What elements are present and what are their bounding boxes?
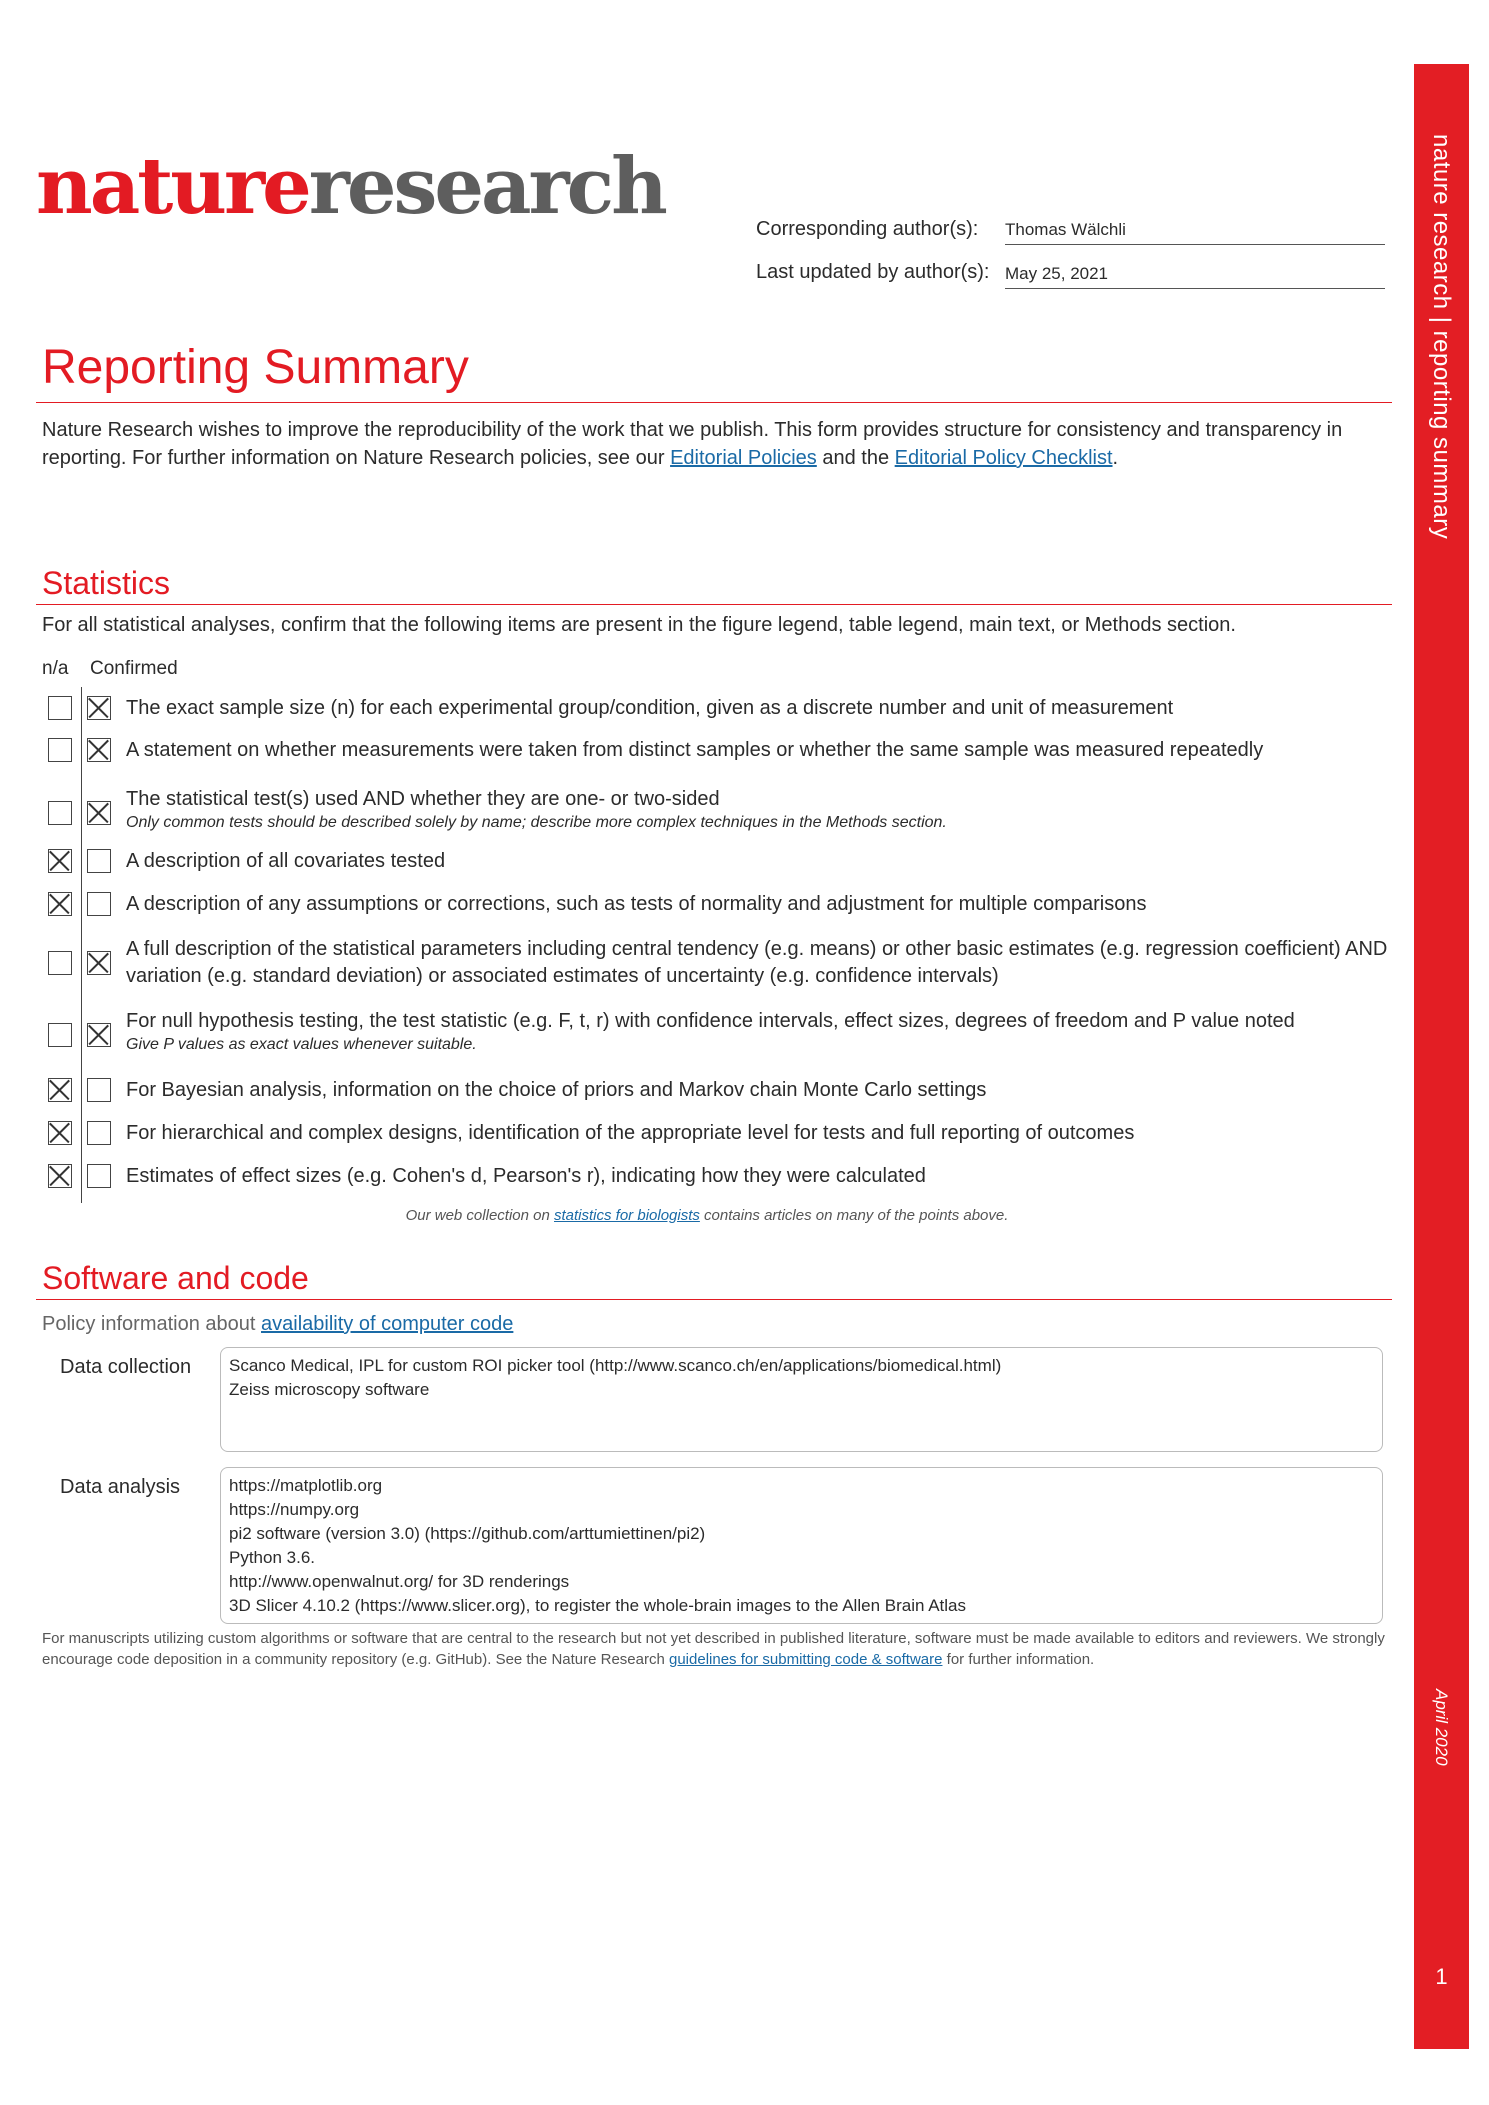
confirmed-checkbox[interactable]	[87, 951, 111, 975]
checklist-item-text	[126, 1120, 1426, 1147]
data-collection-line: Zeiss microscopy software	[229, 1380, 430, 1399]
data-analysis-line: pi2 software (version 3.0) (https://github.com/arttumiettinen/pi2)	[229, 1524, 706, 1543]
data-analysis-line: 3D Slicer 4.10.2 (https://www.slicer.org), to register the whole-brain images to the Allen Brain Atlas	[229, 1596, 967, 1615]
statistics-heading: Statistics	[42, 565, 171, 601]
statistics-lead: For all statistical analyses, confirm that the following items are present in the figure legend, table legend, main text, or Methods section.	[42, 614, 1236, 636]
confirmed-checkbox[interactable]	[87, 1023, 111, 1047]
last-updated-label: Last updated by author(s):	[756, 261, 990, 283]
corresponding-author-label: Corresponding author(s):	[756, 218, 979, 240]
checklist-item-label: For hierarchical and complex designs, identification of the appropriate level for tests and full reporting of outcomes	[126, 1122, 1135, 1144]
checklist-item-label: The statistical test(s) used AND whether they are one- or two-sided	[126, 788, 720, 810]
na-checkbox[interactable]	[48, 892, 72, 916]
confirmed-checkbox[interactable]	[87, 849, 111, 873]
checklist-item-label: The exact sample size (n) for each experimental group/condition, given as a discrete number and unit of measurement	[126, 697, 1174, 719]
checklist-item-label: A description of all covariates tested	[126, 850, 446, 872]
intro-paragraph: Nature Research wishes to improve the reproducibility of the work that we publish. This form provides structure for consistency and transparency in reporting. For further information on Nature Research policies, see our Editorial Policies and the Editorial Policy Checklist.	[42, 419, 1343, 469]
checklist-item-text	[126, 695, 1426, 722]
code-policy-line: Policy information about availability of computer code	[42, 1313, 514, 1335]
editorial-policy-checklist-link[interactable]: Editorial Policy Checklist	[894, 447, 1113, 469]
checklist-item-note: Only common tests should be described solely by name; describe more complex techniques in the Methods section.	[126, 814, 947, 831]
data-analysis-line: https://matplotlib.org	[229, 1476, 383, 1495]
confirmed-checkbox[interactable]	[87, 892, 111, 916]
data-collection-label: Data collection	[60, 1356, 192, 1378]
nature-research-logo: natureresearch	[36, 141, 665, 232]
na-column-header: n/a	[42, 658, 69, 679]
na-checkbox[interactable]	[48, 1078, 72, 1102]
stats-web-note: Our web collection on statistics for biologists contains articles on many of the points above.	[405, 1207, 1009, 1224]
na-checkbox[interactable]	[48, 1164, 72, 1188]
software-rule	[36, 1299, 1392, 1300]
checklist-item-label: For null hypothesis testing, the test statistic (e.g. F, t, r) with confidence intervals, effect sizes, degrees of freedom and P value noted	[126, 1010, 1295, 1032]
checklist-item-text	[126, 848, 1426, 875]
checklist-item-text	[126, 936, 1426, 990]
na-checkbox[interactable]	[48, 1121, 72, 1145]
code-guidelines-link[interactable]: guidelines for submitting code & software	[669, 1651, 943, 1668]
side-banner-date: April 2020	[1432, 1689, 1451, 1766]
checklist-item-text	[126, 1008, 1426, 1055]
checklist-item-text	[126, 1163, 1426, 1190]
checklist-divider	[81, 687, 82, 1203]
na-checkbox[interactable]	[48, 696, 72, 720]
checklist-item-label: A full description of the statistical parameters including central tendency (e.g. means) or other basic estimates (e.g. regression coefficient) AND variation (e.g. standard deviation) or associated estimates of uncertainty (e.g. confidence intervals)	[126, 938, 1388, 987]
data-analysis-line: https://numpy.org	[229, 1500, 360, 1519]
checklist-item-label: A description of any assumptions or corrections, such as tests of normality and adjustment for multiple comparisons	[126, 893, 1147, 915]
data-analysis-field[interactable]	[220, 1467, 1383, 1624]
title-rule	[36, 402, 1392, 403]
confirmed-checkbox[interactable]	[87, 696, 111, 720]
checklist-item-label: For Bayesian analysis, information on the choice of priors and Markov chain Monte Carlo settings	[126, 1079, 987, 1101]
checklist-item-text	[126, 786, 1426, 833]
availability-of-code-link[interactable]: availability of computer code	[261, 1313, 514, 1335]
checklist-item-text	[126, 891, 1426, 918]
editorial-policies-link[interactable]: Editorial Policies	[670, 447, 817, 469]
na-checkbox[interactable]	[48, 801, 72, 825]
side-banner	[1414, 64, 1469, 2049]
checklist-item-label: A statement on whether measurements were taken from distinct samples or whether the same sample was measured repeatedly	[126, 739, 1264, 761]
statistics-for-biologists-link[interactable]: statistics for biologists	[554, 1207, 700, 1224]
checklist-item-label: Estimates of effect sizes (e.g. Cohen's d, Pearson's r), indicating how they were calculated	[126, 1165, 926, 1187]
confirmed-checkbox[interactable]	[87, 801, 111, 825]
data-analysis-label: Data analysis	[60, 1476, 181, 1498]
na-checkbox[interactable]	[48, 951, 72, 975]
corresponding-author-field[interactable]: Thomas Wälchli	[1005, 220, 1385, 245]
na-checkbox[interactable]	[48, 1023, 72, 1047]
data-collection-line: Scanco Medical, IPL for custom ROI picker tool (http://www.scanco.ch/en/applications/biomedical.html)	[229, 1356, 1002, 1375]
data-analysis-line: http://www.openwalnut.org/ for 3D renderings	[229, 1572, 570, 1591]
confirmed-column-header: Confirmed	[90, 658, 178, 679]
page-title: Reporting Summary	[42, 341, 469, 394]
side-banner-title: nature research | reporting summary	[1428, 134, 1455, 540]
statistics-rule	[36, 604, 1392, 605]
confirmed-checkbox[interactable]	[87, 1078, 111, 1102]
software-heading: Software and code	[42, 1260, 309, 1296]
checklist-item-text	[126, 737, 1426, 764]
checklist-item-note: Give P values as exact values whenever suitable.	[126, 1036, 477, 1053]
checklist-item-text	[126, 1077, 1426, 1104]
data-analysis-line: Python 3.6.	[229, 1548, 316, 1567]
page-number: 1	[1435, 1964, 1448, 1989]
confirmed-checkbox[interactable]	[87, 738, 111, 762]
na-checkbox[interactable]	[48, 738, 72, 762]
confirmed-checkbox[interactable]	[87, 1121, 111, 1145]
na-checkbox[interactable]	[48, 849, 72, 873]
confirmed-checkbox[interactable]	[87, 1164, 111, 1188]
software-footnote: For manuscripts utilizing custom algorithms or software that are central to the research but not yet described in published literature, software must be made available to editors and reviewers. We strongly encourage code deposition in a community repository (e.g. GitHub). See the Nature Research guidelines for submitting code & software for further information.	[42, 1630, 1385, 1668]
data-collection-field[interactable]	[220, 1347, 1383, 1452]
last-updated-field[interactable]: May 25, 2021	[1005, 264, 1385, 289]
